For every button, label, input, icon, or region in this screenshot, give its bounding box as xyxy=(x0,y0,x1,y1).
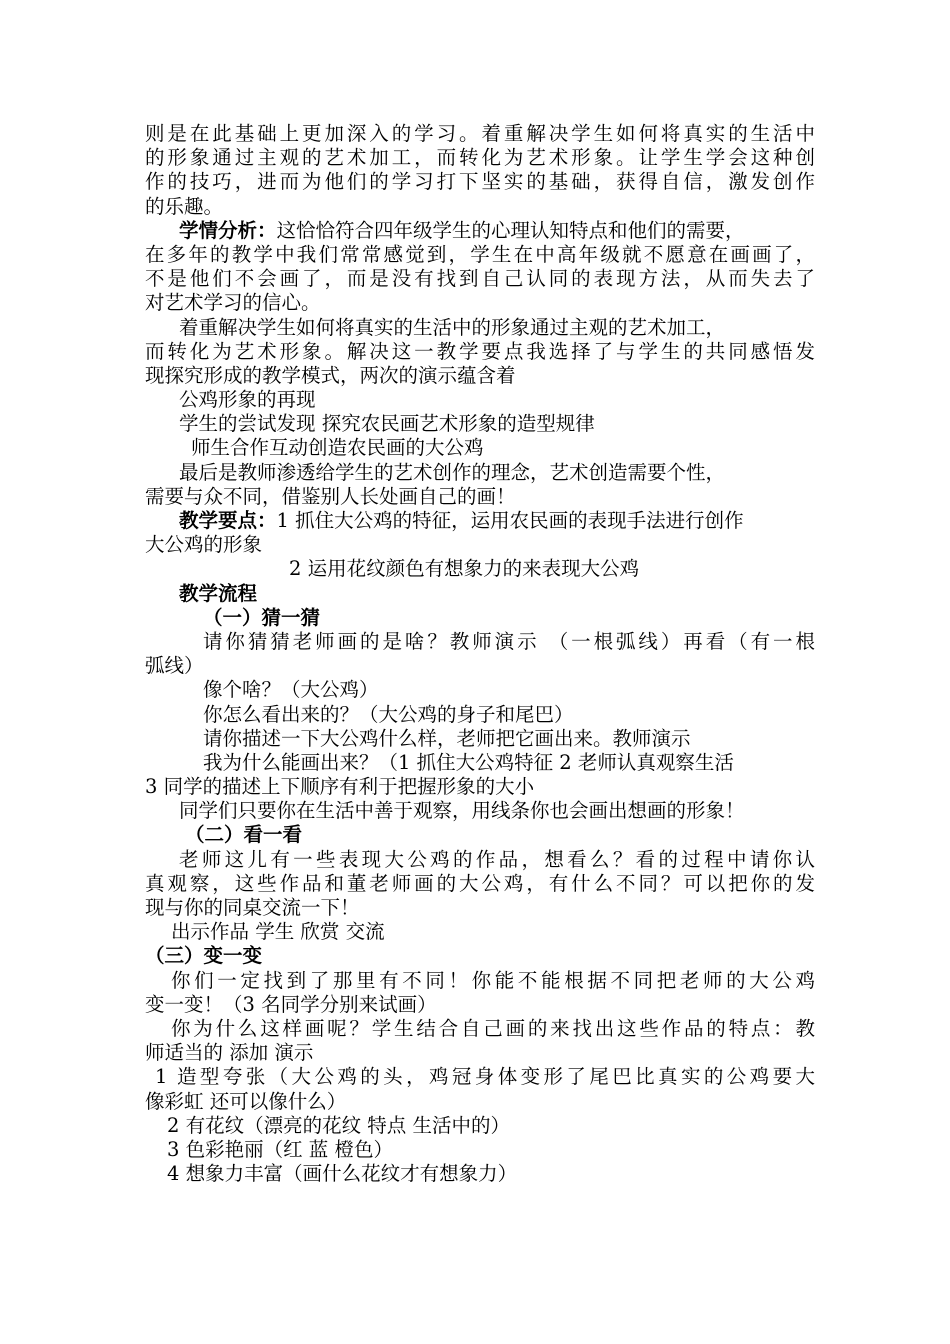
heading-step-1: （一）猜一猜 xyxy=(203,605,321,629)
text-line: 的形象通过主观的艺术加工，而转化为艺术形象。让学生学会这种创 xyxy=(145,146,815,170)
text-line: 大公鸡的形象 xyxy=(145,533,263,557)
text-line: 你们一定找到了那里有不同！你能不能根据不同把老师的大公鸡 xyxy=(171,968,815,992)
text-line: 3 色彩艳丽（红 蓝 橙色） xyxy=(167,1137,394,1161)
document-page xyxy=(145,122,825,1186)
heading-step-2: （二）看一看 xyxy=(185,823,303,847)
text-line: 你为什么这样画呢？学生结合自己画的来找出这些作品的特点：教 xyxy=(171,1016,815,1040)
text-line: 不是他们不会画了，而是没有找到自己认同的表现方法，从而失去了 xyxy=(145,267,815,291)
label-yaodian: 教学要点： xyxy=(179,509,277,532)
text-line: 需要与众不同，借鉴别人长处画自己的画！ xyxy=(145,484,516,508)
text-line: 现与你的同桌交流一下！ xyxy=(145,896,360,919)
heading-step-3: （三）变一变 xyxy=(145,944,263,968)
text-line: 对艺术学习的信心。 xyxy=(145,291,321,315)
text-line: 师适当的 添加 演示 xyxy=(145,1041,314,1065)
text-line: 老师这儿有一些表现大公鸡的作品，想看么？看的过程中请你认 xyxy=(179,847,815,871)
text-line: 3 同学的描述上下顺序有利于把握形象的大小 xyxy=(145,775,535,799)
section-yaodian xyxy=(145,509,825,533)
text-line: 学生的尝试发现 探究农民画艺术形象的造型规律 xyxy=(179,412,595,436)
text-line: 像彩虹 还可以像什么） xyxy=(145,1089,347,1113)
text-line: 公鸡形象的再现 xyxy=(179,388,316,412)
section-xueqing xyxy=(145,219,825,243)
text-line: 师生合作互动创造农民画的大公鸡 xyxy=(191,436,484,460)
text-line: 最后是教师渗透给学生的艺术创作的理念，艺术创造需要个性， xyxy=(179,460,726,484)
text-line: 的乐趣。 xyxy=(145,194,224,218)
text-line: 像个啥？（大公鸡） xyxy=(203,678,379,702)
text-line: 请你描述一下大公鸡什么样，老师把它画出来。教师演示 xyxy=(203,726,691,750)
text-line: 着重解决学生如何将真实的生活中的形象通过主观的艺术加工， xyxy=(179,315,726,339)
text-line: 弧线） xyxy=(145,654,204,678)
text-line: 2 有花纹（漂亮的花纹 特点 生活中的） xyxy=(167,1113,511,1137)
text-line: 真观察，这些作品和董老师画的大公鸡，有什么不同？可以把你的发 xyxy=(145,871,815,895)
text-line: 变一变！（3 名同学分别来试画） xyxy=(145,992,437,1016)
text-line: 1 造型夸张（大公鸡的头，鸡冠身体变形了尾巴比真实的公鸡要大 xyxy=(155,1065,815,1089)
text-line: 而转化为艺术形象。解决这一教学要点我选择了与学生的共同感悟发 xyxy=(145,339,815,363)
text-line: 你怎么看出来的？（大公鸡的身子和尾巴） xyxy=(203,702,574,726)
text-line: 作的技巧，进而为他们的学习打下坚实的基础，获得自信，激发创作 xyxy=(145,170,815,194)
text-line: 4 想象力丰富（画什么花纹才有想象力） xyxy=(167,1162,518,1186)
text-line: 2 运用花纹颜色有想象力的来表现大公鸡 xyxy=(289,557,640,581)
text-line: 则是在此基础上更加深入的学习。着重解决学生如何将真实的生活中 xyxy=(145,122,815,145)
text-fragment: 这恰恰符合四年级学生的心理认知特点和他们的需要， xyxy=(276,218,745,242)
text-line: 出示作品 学生 欣赏 交流 xyxy=(171,920,385,944)
label-xueqing: 学情分析： xyxy=(179,218,277,242)
text-line: 现探究形成的教学模式，两次的演示蕴含着 xyxy=(145,363,516,387)
text-fragment: 1 抓住大公鸡的特征，运用农民画的表现手法进行创作 xyxy=(276,509,744,532)
text-line: 我为什么能画出来？（1 抓住大公鸡特征 2 老师认真观察生活 xyxy=(203,750,734,774)
text-line: 请你猜猜老师画的是啥？教师演示 （一根弧线）再看（有一根 xyxy=(203,629,815,653)
text-line: 同学们只要你在生活中善于观察，用线条你也会画出想画的形象！ xyxy=(179,799,745,823)
text-line: 在多年的教学中我们常常感觉到，学生在中高年级就不愿意在画画了， xyxy=(145,242,815,266)
heading-process: 教学流程 xyxy=(179,581,258,605)
